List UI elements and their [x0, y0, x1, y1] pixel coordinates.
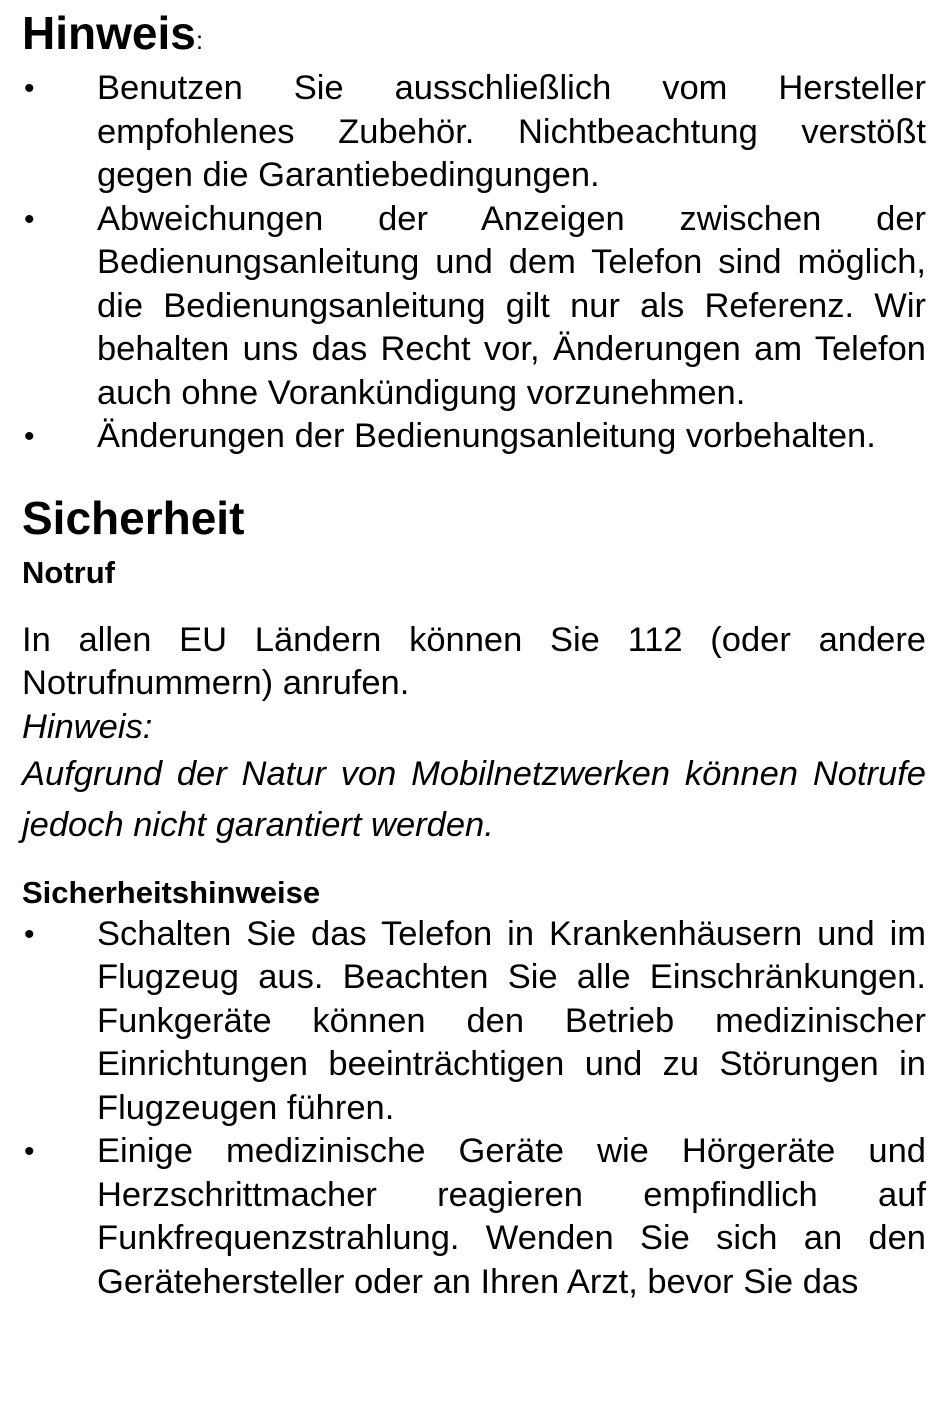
heading-hinweis — [22, 6, 926, 67]
list-item-text: Änderungen der Bedienungsanleitung vorbehalten. — [97, 417, 876, 455]
list-item-text: Benutzen Sie ausschließlich vom Hersteller empfohlenes Zubehör. Nichtbeachtung verstößt gegen die Garantiebedingungen. — [97, 69, 926, 194]
list-item-text: Abweichungen der Anzeigen zwischen der Bedienungsanleitung und dem Telefon sind möglich, die Bedienungsanleitung gilt nur als Referenz. Wir behalten uns das Recht vor, Änderungen am Telefon auch ohne Vorankündigung vorzunehmen. — [97, 199, 926, 412]
heading-hinweis-text: Hinweis — [22, 7, 196, 59]
bullet-icon: • — [24, 202, 35, 236]
bullet-icon: • — [24, 1135, 35, 1168]
heading-hinweis-colon: : — [195, 25, 204, 55]
list-item — [22, 913, 926, 1131]
list-item-text: Einige medizinische Geräte wie Hörgeräte und Herzschrittmacher reagieren empfindlich auf Funkfrequenzstrahlung. Wenden Sie sich an den Gerätehersteller oder an Ihren Arzt, bevor Sie das — [97, 1132, 926, 1301]
bullet-icon: • — [24, 917, 35, 951]
list-item — [22, 415, 926, 459]
notruf-note-label: Hinweis: — [22, 707, 153, 746]
heading-notruf: Notruf — [22, 554, 115, 590]
bullet-icon: • — [24, 420, 35, 453]
bullet-icon: • — [24, 72, 35, 105]
list-item — [22, 198, 926, 416]
list-item — [22, 67, 926, 198]
hinweis-list — [22, 67, 926, 459]
document-page — [22, 0, 926, 1304]
safety-list — [22, 913, 926, 1305]
notruf-paragraph: In allen EU Ländern können Sie 112 (oder andere Notrufnummern) anrufen. — [22, 620, 926, 702]
list-item — [22, 1130, 926, 1304]
heading-sicherheit: Sicherheit — [22, 491, 245, 544]
list-item-text: Schalten Sie das Telefon in Krankenhäusern und im Flugzeug aus. Beachten Sie alle Einschränkungen. Funkgeräte können den Betrieb medizinischer Einrichtungen beeinträchtigen und zu Störungen in Flugzeugen führen. — [97, 914, 926, 1127]
heading-sicherheitshinweise: Sicherheitshinweise — [22, 874, 321, 910]
notruf-note-text: Aufgrund der Natur von Mobilnetzwerken können Notrufe jedoch nicht garantiert werden. — [22, 754, 926, 844]
